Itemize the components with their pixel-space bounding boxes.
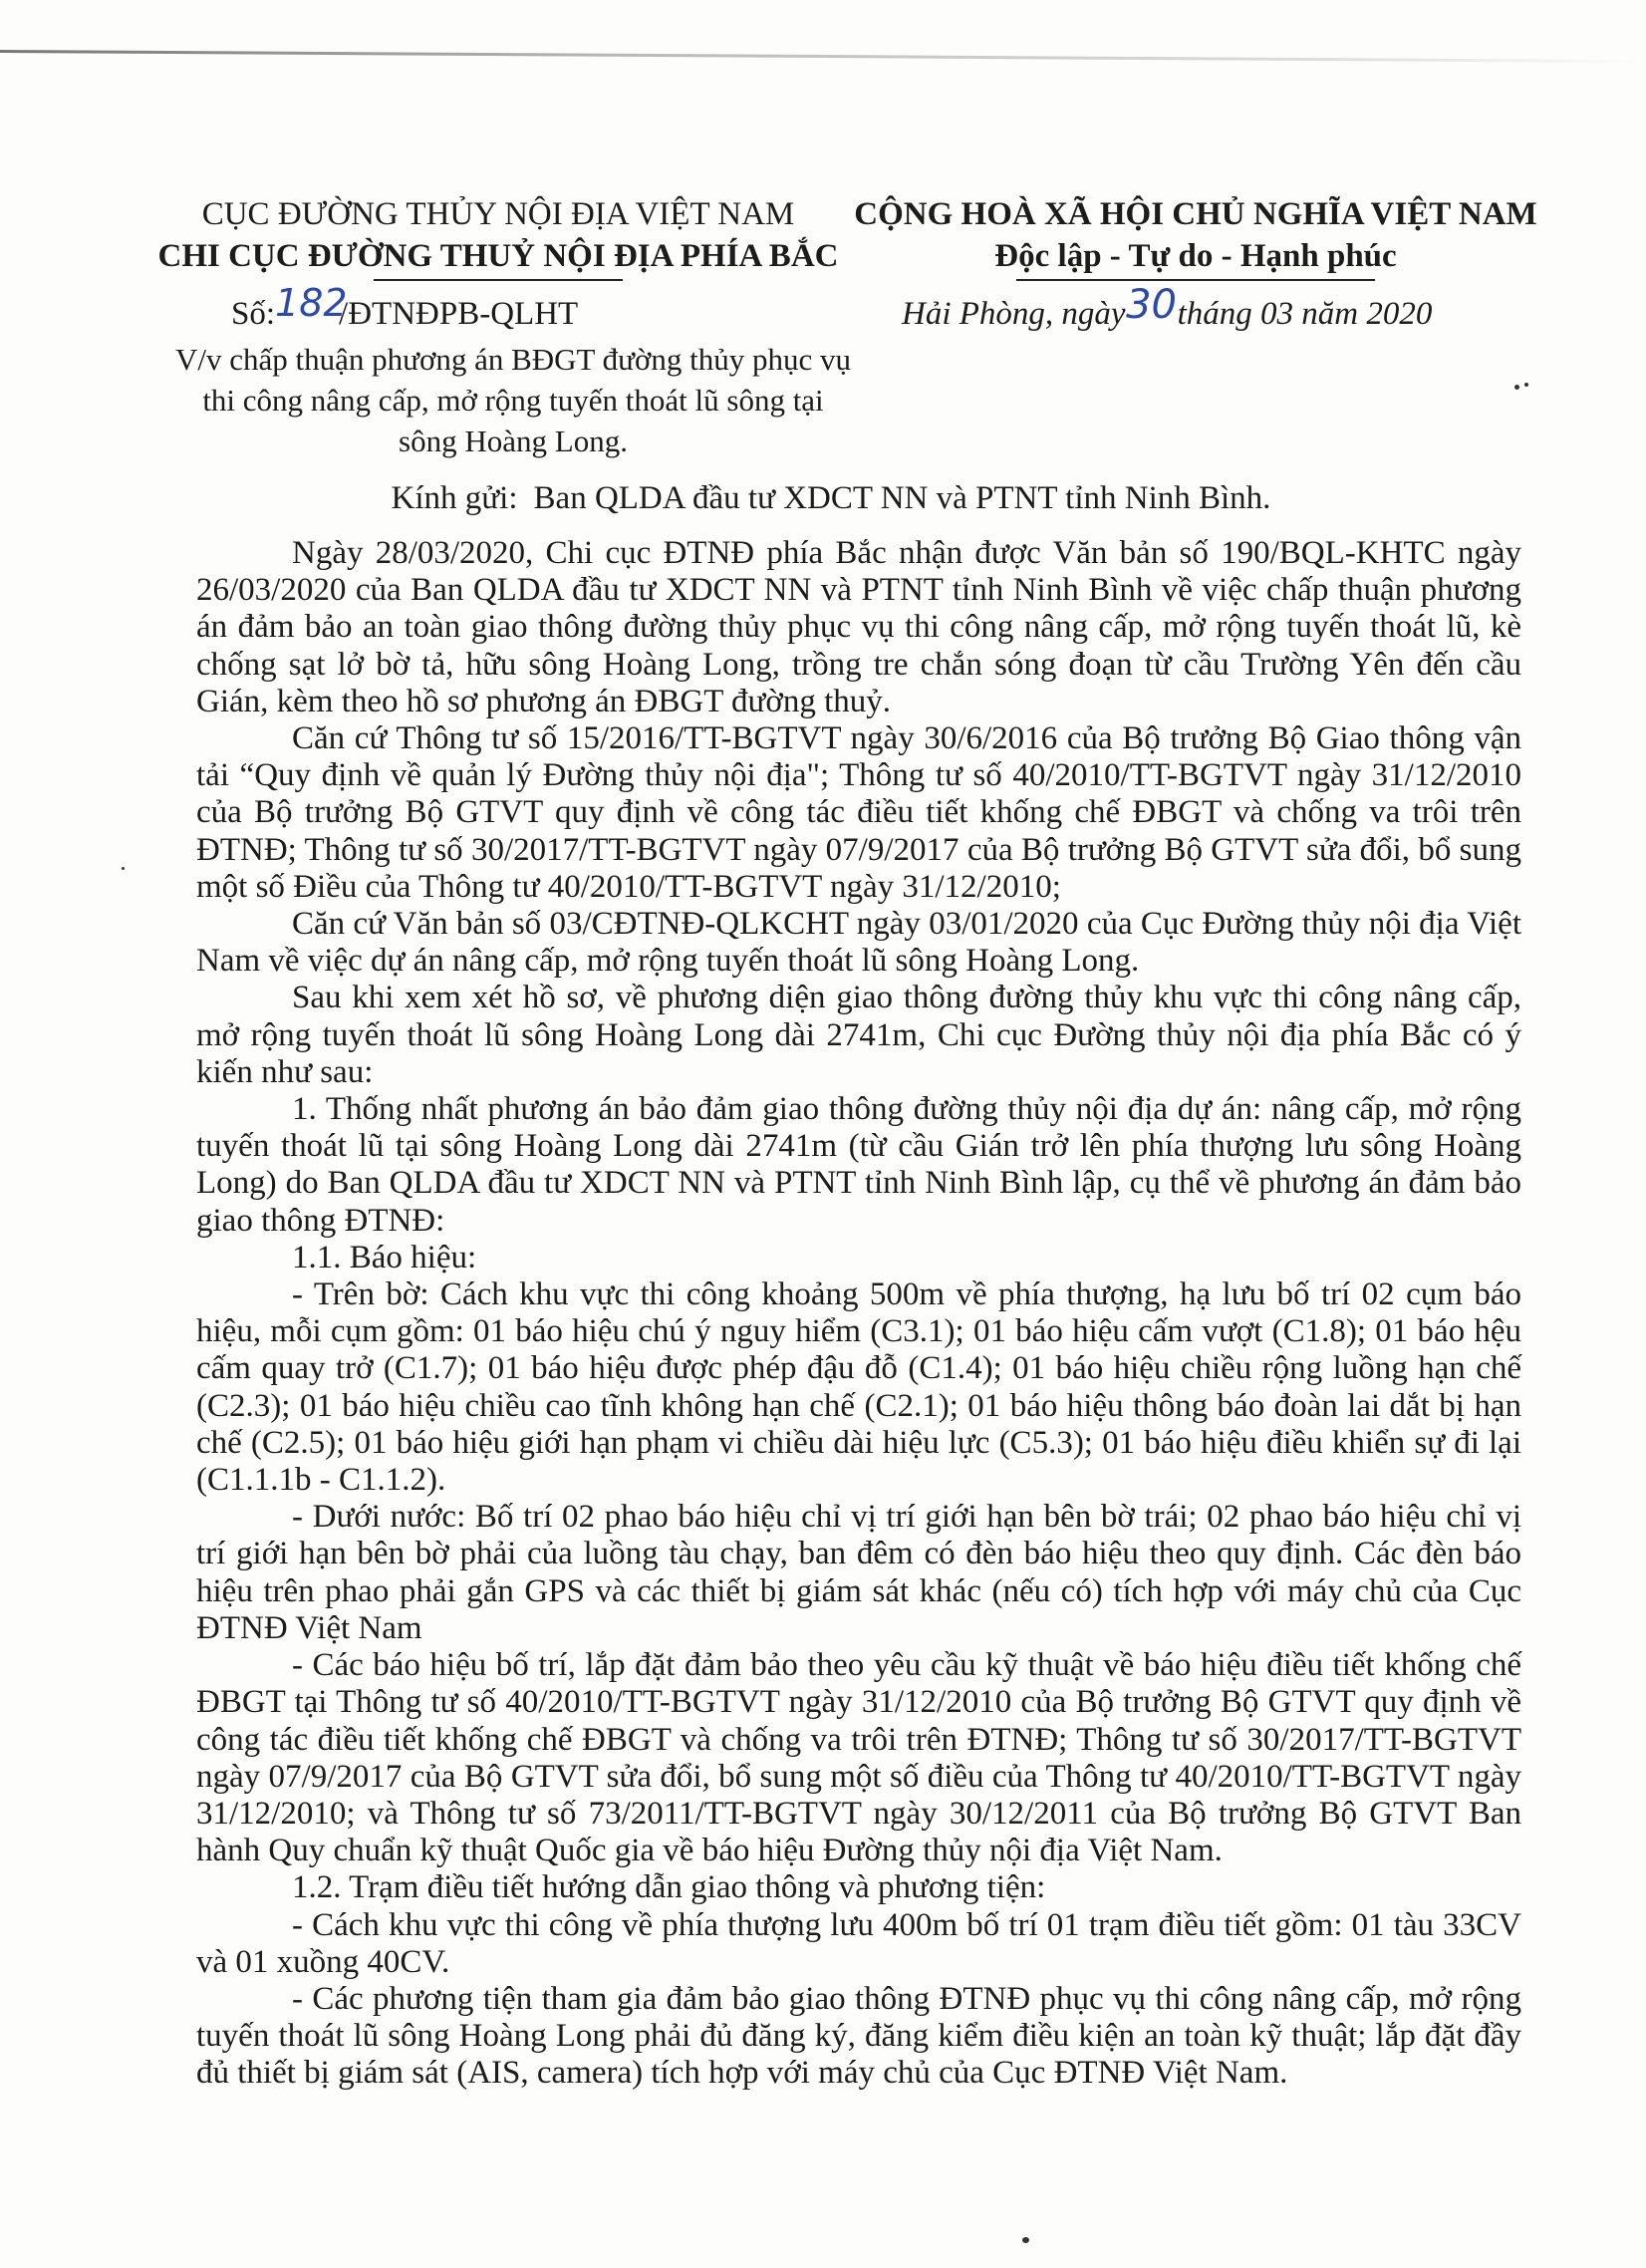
date-suffix: tháng 03 năm 2020: [1177, 296, 1433, 332]
handwritten-day: 30: [1126, 282, 1178, 328]
scan-speck: [1022, 2237, 1029, 2243]
scan-edge: [0, 50, 1646, 63]
body-paragraph: - Dưới nước: Bố trí 02 phao báo hiệu chỉ vị trí giới hạn bên bờ trái; 02 phao báo hiệu chỉ vị trí giới hạn bên bờ phải của luồng tàu chạy, ban đêm có đèn báo hiệu theo quy định. Các đèn báo hiệu trên phao phải gắn GPS và các thiết bị giám sát khác (nếu có) tích hợp với máy chủ của Cục ĐTNĐ Việt Nam: [196, 1499, 1521, 1646]
body-paragraph: Căn cứ Văn bản số 03/CĐTNĐ-QLKCHT ngày 03/01/2020 của Cục Đường thủy nội địa Việt Nam về việc dự án nâng cấp, mở rộng tuyến thoát lũ sông Hoàng Long.: [196, 906, 1521, 980]
section-heading: 1.2. Trạm điều tiết hướng dẫn giao thông và phương tiện:: [292, 1869, 1046, 1906]
scan-speck: [1514, 385, 1519, 390]
date-line: [902, 282, 1433, 336]
body-paragraph: Sau khi xem xét hồ sơ, về phương diện giao thông đường thủy khu vực thi công nâng cấp, mở rộng tuyến thoát lũ sông Hoàng Long dài 2741m, Chi cục Đường thủy nội địa phía Bắc có ý kiến như sau:: [196, 980, 1521, 1090]
agency-name: CHI CỤC ĐƯỜNG THUỶ NỘI ĐỊA PHÍA BẮC: [157, 238, 839, 274]
national-motto: Độc lập - Tự do - Hạnh phúc: [994, 238, 1397, 274]
section-heading: 1.1. Báo hiệu:: [292, 1239, 477, 1276]
recipient-label: Kính gửi:: [391, 480, 518, 516]
doc-number-suffix: /ĐTNĐPB-QLHT: [339, 296, 579, 332]
recipient-line: [0, 476, 1646, 520]
subject-line: V/v chấp thuận phương án BĐGT đường thủy phục vụ: [175, 342, 851, 377]
date-prefix: Hải Phòng, ngày: [902, 296, 1126, 332]
subject-block: [120, 339, 907, 461]
country-name: CỘNG HOÀ XÃ HỘI CHỦ NGHĨA VIỆT NAM: [854, 196, 1537, 232]
body-paragraph: 1. Thống nhất phương án bảo đảm giao thông đường thủy nội địa dự án: nâng cấp, mở rộng tuyến thoát lũ tại sông Hoàng Long dài 2741m (từ cầu Gián trở lên phía thượng lưu sông Hoàng Long) do Ban QLDA đầu tư XDCT NN và PTNT tỉnh Ninh Bình lập, cụ thể về phương án đảm bảo giao thông ĐTNĐ:: [196, 1091, 1521, 1239]
recipient-name: Ban QLDA đầu tư XDCT NN và PTNT tỉnh Ninh Bình.: [533, 480, 1271, 516]
national-header: [837, 193, 1554, 281]
agency-header: [149, 193, 847, 281]
scan-speck: [1524, 383, 1528, 387]
subject-line: sông Hoàng Long.: [399, 424, 628, 458]
body-paragraph: Ngày 28/03/2020, Chi cục ĐTNĐ phía Bắc nhận được Văn bản số 190/BQL-KHTC ngày 26/03/2020 của Ban QLDA đầu tư XDCT NN và PTNT tỉnh Ninh Bình về việc chấp thuận phương án đảm bảo an toàn giao thông đường thủy phục vụ thi công nâng cấp, mở rộng tuyến thoát lũ, kè chống sạt lở bờ tả, hữu sông Hoàng Long, trồng tre chắn sóng đoạn từ cầu Trường Yên đến cầu Gián, kèm theo hồ sơ phương án ĐBGT đường thuỷ.: [196, 535, 1521, 719]
scan-speck: [122, 867, 125, 870]
agency-parent: CỤC ĐƯỜNG THỦY NỘI ĐỊA VIỆT NAM: [201, 196, 795, 232]
body-paragraph: - Các báo hiệu bố trí, lắp đặt đảm bảo theo yêu cầu kỹ thuật về báo hiệu điều tiết khống chế ĐBGT tại Thông tư số 40/2010/TT-BGTVT ngày 31/12/2010 của Bộ trưởng Bộ GTVT quy định về công tác điều tiết khống chế ĐBGT và chống va trôi trên ĐTNĐ; Thông tư số 30/2017/TT-BGTVT ngày 07/9/2017 của Bộ GTVT sửa đổi, bổ sung một số điều của Thông tư 40/2010/TT-BGTVT ngày 31/12/2010; và Thông tư số 73/2011/TT-BGTVT ngày 30/12/2011 của Bộ trưởng Bộ GTVT Ban hành Quy chuẩn kỹ thuật Quốc gia về báo hiệu Đường thủy nội địa Việt Nam.: [196, 1647, 1521, 1869]
subject-line: thi công nâng cấp, mở rộng tuyến thoát lũ sông tại: [202, 383, 824, 418]
document-body: [196, 535, 1521, 2093]
agency-underline: [374, 279, 623, 281]
body-paragraph: - Cách khu vực thi công về phía thượng lưu 400m bố trí 01 trạm điều tiết gồm: 01 tàu 33CV và 01 xuồng 40CV.: [196, 1906, 1521, 1980]
motto-underline: [1016, 279, 1375, 281]
body-paragraph: - Các phương tiện tham gia đảm bảo giao thông ĐTNĐ phục vụ thi công nâng cấp, mở rộng tuyến thoát lũ sông Hoàng Long phải đủ đăng ký, đăng kiểm điều kiện an toàn kỹ thuật; lắp đặt đầy đủ thiết bị giám sát (AIS, camera) tích hợp với máy chủ của Cục ĐTNĐ Việt Nam.: [196, 1980, 1521, 2092]
doc-number-prefix: Số:: [231, 296, 276, 332]
body-paragraph: - Trên bờ: Cách khu vực thi công khoảng 500m về phía thượng, hạ lưu bố trí 02 cụm báo hiệu, mỗi cụm gồm: 01 báo hiệu chú ý nguy hiểm (C3.1); 01 báo hiệu cấm vượt (C1.8); 01 báo hệu cấm quay trở (C1.7); 01 báo hiệu được phép đậu đỗ (C1.4); 01 báo hiệu chiều rộng luồng hạn chế (C2.3); 01 báo hiệu chiều cao tĩnh không hạn chế (C2.1); 01 báo hiệu thông báo đoàn lai dắt bị hạn chế (C2.5); 01 báo hiệu giới hạn phạm vi chiều dài hiệu lực (C5.3); 01 báo hiệu điều khiển sự đi lại (C1.1.1b - C1.1.2).: [196, 1276, 1521, 1499]
document-number: [231, 281, 579, 336]
body-paragraph: Căn cứ Thông tư số 15/2016/TT-BGTVT ngày 30/6/2016 của Bộ trưởng Bộ Giao thông vận tải “Quy định về quản lý Đường thủy nội địa"; Thông tư số 40/2010/TT-BGTVT ngày 31/12/2010 của Bộ trưởng Bộ GTVT quy định về công tác điều tiết khống chế ĐBGT và chống va trôi trên ĐTNĐ; Thông tư số 30/2017/TT-BGTVT ngày 07/9/2017 của Bộ trưởng Bộ GTVT sửa đổi, bổ sung một số Điều của Thông tư 40/2010/TT-BGTVT ngày 31/12/2010;: [196, 720, 1521, 905]
handwritten-number: 182: [275, 281, 348, 325]
